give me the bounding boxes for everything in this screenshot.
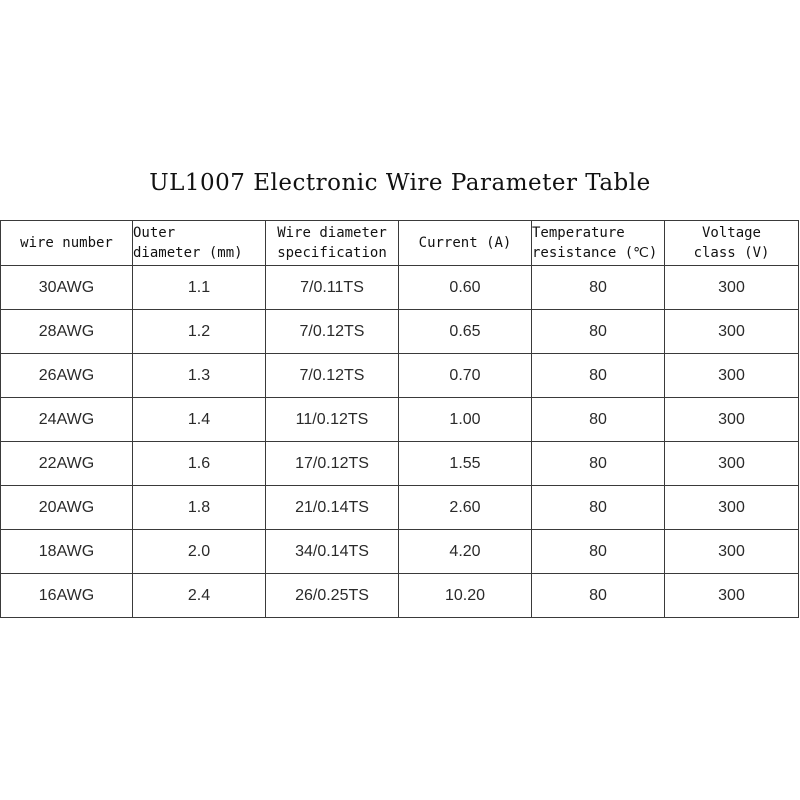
cell-wire-spec: 17/0.12TS bbox=[266, 442, 399, 486]
cell-outer-diameter: 1.4 bbox=[133, 398, 266, 442]
table-header-row bbox=[1, 221, 799, 266]
cell-outer-diameter: 1.8 bbox=[133, 486, 266, 530]
cell-temperature: 80 bbox=[532, 310, 665, 354]
cell-voltage: 300 bbox=[665, 486, 799, 530]
header-wire-spec-line2: specification bbox=[277, 245, 387, 261]
table-row bbox=[1, 354, 799, 398]
header-temperature-line2: resistance (℃) bbox=[532, 245, 658, 261]
cell-wire-number: 28AWG bbox=[1, 310, 133, 354]
table-row bbox=[1, 486, 799, 530]
cell-temperature: 80 bbox=[532, 398, 665, 442]
header-wire-spec bbox=[266, 221, 399, 266]
table-row bbox=[1, 442, 799, 486]
cell-temperature: 80 bbox=[532, 266, 665, 310]
cell-wire-spec: 26/0.25TS bbox=[266, 574, 399, 618]
cell-voltage: 300 bbox=[665, 530, 799, 574]
cell-wire-number: 22AWG bbox=[1, 442, 133, 486]
header-temperature-line1: Temperature bbox=[532, 225, 625, 241]
header-wire-spec-line1: Wire diameter bbox=[277, 225, 387, 241]
table-row bbox=[1, 530, 799, 574]
cell-wire-spec: 7/0.11TS bbox=[266, 266, 399, 310]
table-row bbox=[1, 574, 799, 618]
cell-current: 1.00 bbox=[399, 398, 532, 442]
header-current-label: Current (A) bbox=[418, 235, 512, 251]
cell-wire-spec: 21/0.14TS bbox=[266, 486, 399, 530]
header-outer-diameter bbox=[133, 221, 266, 266]
wire-parameter-table bbox=[0, 220, 799, 618]
cell-wire-number: 30AWG bbox=[1, 266, 133, 310]
cell-temperature: 80 bbox=[532, 442, 665, 486]
cell-wire-number: 20AWG bbox=[1, 486, 133, 530]
header-outer-diameter-line1: Outer bbox=[133, 225, 176, 241]
cell-wire-number: 26AWG bbox=[1, 354, 133, 398]
cell-outer-diameter: 2.4 bbox=[133, 574, 266, 618]
header-current bbox=[399, 221, 532, 266]
cell-voltage: 300 bbox=[665, 354, 799, 398]
cell-current: 10.20 bbox=[399, 574, 532, 618]
cell-outer-diameter: 1.2 bbox=[133, 310, 266, 354]
cell-temperature: 80 bbox=[532, 486, 665, 530]
cell-voltage: 300 bbox=[665, 266, 799, 310]
cell-outer-diameter: 2.0 bbox=[133, 530, 266, 574]
cell-wire-spec: 7/0.12TS bbox=[266, 310, 399, 354]
cell-current: 1.55 bbox=[399, 442, 532, 486]
cell-voltage: 300 bbox=[665, 574, 799, 618]
header-voltage bbox=[665, 221, 799, 266]
header-temperature bbox=[532, 221, 665, 266]
table-row bbox=[1, 398, 799, 442]
cell-current: 0.60 bbox=[399, 266, 532, 310]
header-voltage-line2: class (V) bbox=[693, 245, 770, 261]
cell-wire-number: 16AWG bbox=[1, 574, 133, 618]
cell-current: 0.70 bbox=[399, 354, 532, 398]
cell-wire-spec: 11/0.12TS bbox=[266, 398, 399, 442]
header-outer-diameter-line2: diameter (mm) bbox=[133, 245, 243, 261]
header-voltage-line1: Voltage bbox=[701, 225, 761, 241]
cell-temperature: 80 bbox=[532, 354, 665, 398]
page-title: UL1007 Electronic Wire Parameter Table bbox=[149, 170, 651, 196]
header-wire-number bbox=[1, 221, 133, 266]
cell-current: 2.60 bbox=[399, 486, 532, 530]
cell-voltage: 300 bbox=[665, 398, 799, 442]
cell-wire-spec: 7/0.12TS bbox=[266, 354, 399, 398]
cell-current: 4.20 bbox=[399, 530, 532, 574]
cell-voltage: 300 bbox=[665, 442, 799, 486]
cell-voltage: 300 bbox=[665, 310, 799, 354]
cell-current: 0.65 bbox=[399, 310, 532, 354]
cell-wire-number: 24AWG bbox=[1, 398, 133, 442]
table-row bbox=[1, 266, 799, 310]
cell-temperature: 80 bbox=[532, 574, 665, 618]
cell-outer-diameter: 1.3 bbox=[133, 354, 266, 398]
cell-outer-diameter: 1.6 bbox=[133, 442, 266, 486]
cell-outer-diameter: 1.1 bbox=[133, 266, 266, 310]
cell-temperature: 80 bbox=[532, 530, 665, 574]
header-wire-number-label: wire number bbox=[20, 235, 113, 251]
cell-wire-number: 18AWG bbox=[1, 530, 133, 574]
table-row bbox=[1, 310, 799, 354]
cell-wire-spec: 34/0.14TS bbox=[266, 530, 399, 574]
